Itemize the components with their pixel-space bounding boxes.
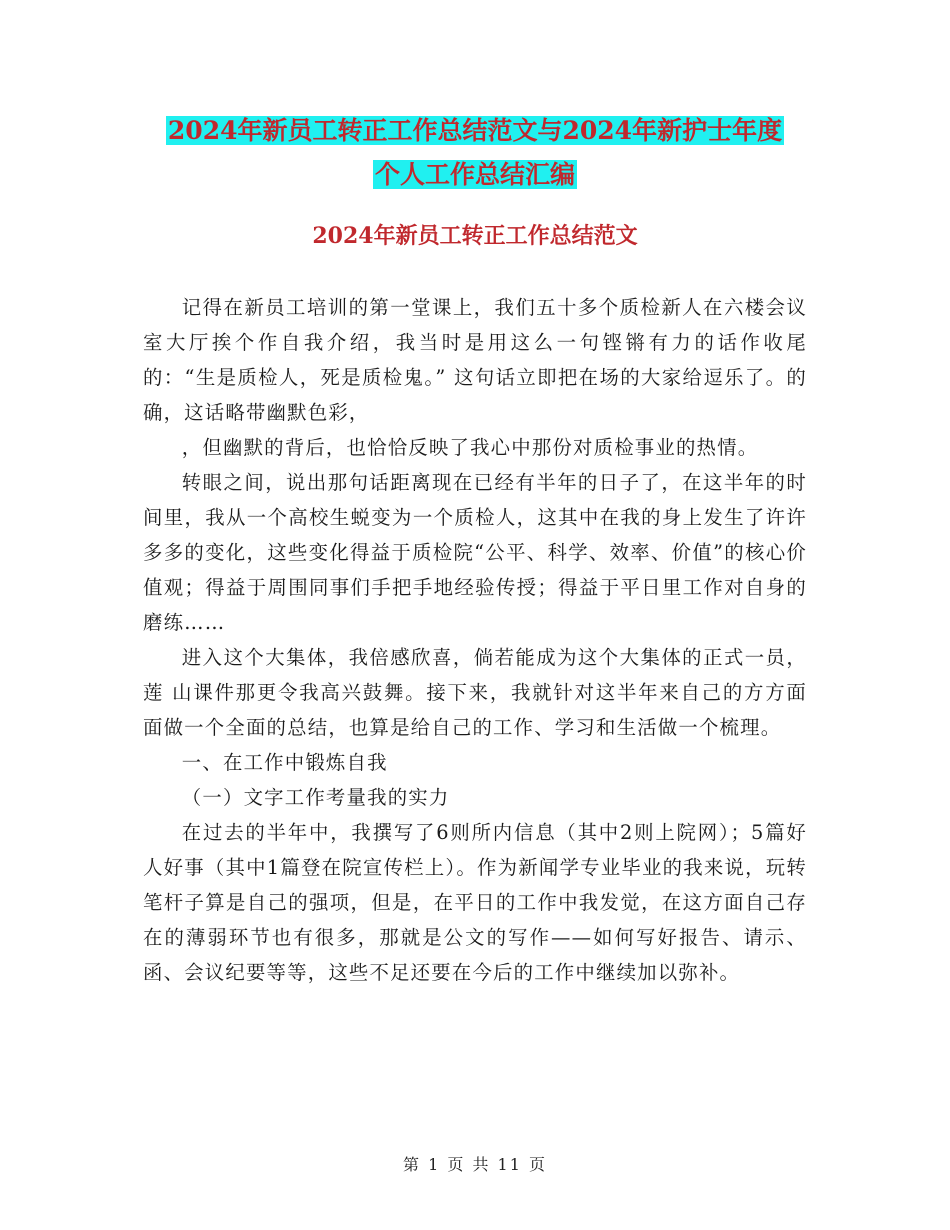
section-title: 2024年新员工转正工作总结范文	[312, 223, 638, 249]
document-title-line-2	[0, 158, 950, 192]
page-number-footer: 第 1 页 共 11 页	[403, 1155, 547, 1174]
document-body	[143, 290, 807, 990]
paragraph-2: ，但幽默的背后，也恰恰反映了我心中那份对质检事业的热情。	[181, 436, 759, 459]
paragraph-5: 在过去的半年中，我撰写了6则所内信息（其中2则上院网）；5篇好人好事（其中1篇登在院宣传栏上）。作为新闻学专业毕业的我来说，玩转笔杆子算是自己的强项，但是，在平日的工作中我发觉，在这方面自己存在的薄弱环节也有很多，那就是公文的写作——如何写好报告、请示、函、会议纪要等等，这些不足还要在今后的工作中继续加以弥补。	[143, 821, 807, 984]
document-title-line-1-text: 2024年新员工转正工作总结范文与2024年新护士年度	[167, 116, 783, 145]
heading-1: 一、在工作中锻炼自我	[181, 751, 388, 774]
paragraph-3: 转眼之间，说出那句话距离现在已经有半年的日子了，在这半年的时间里，我从一个高校生蜕变为一个质检人，这其中在我的身上发生了许许多多的变化，这些变化得益于质检院“公平、科学、效率、价值”的核心价值观；得益于周围同事们手把手地经验传授；得益于平日里工作对自身的磨练……	[143, 471, 807, 634]
document-title-line-1	[0, 114, 950, 148]
paragraph-1: 记得在新员工培训的第一堂课上，我们五十多个质检新人在六楼会议室大厅挨个作自我介绍，我当时是用这么一句铿锵有力的话作收尾的：“生是质检人，死是质检鬼。” 这句话立即把在场的大家给逗乐了。的确，这话略带幽默色彩，	[143, 296, 807, 424]
subheading-1: （一）文字工作考量我的实力	[181, 786, 450, 809]
paragraph-4: 进入这个大集体，我倍感欣喜，倘若能成为这个大集体的正式一员，莲 山课件那更令我高兴鼓舞。接下来，我就针对这半年来自己的方方面面做一个全面的总结，也算是给自己的工作、学习和生活做一个梳理。	[143, 646, 807, 739]
document-title-line-2-text: 个人工作总结汇编	[374, 160, 575, 189]
